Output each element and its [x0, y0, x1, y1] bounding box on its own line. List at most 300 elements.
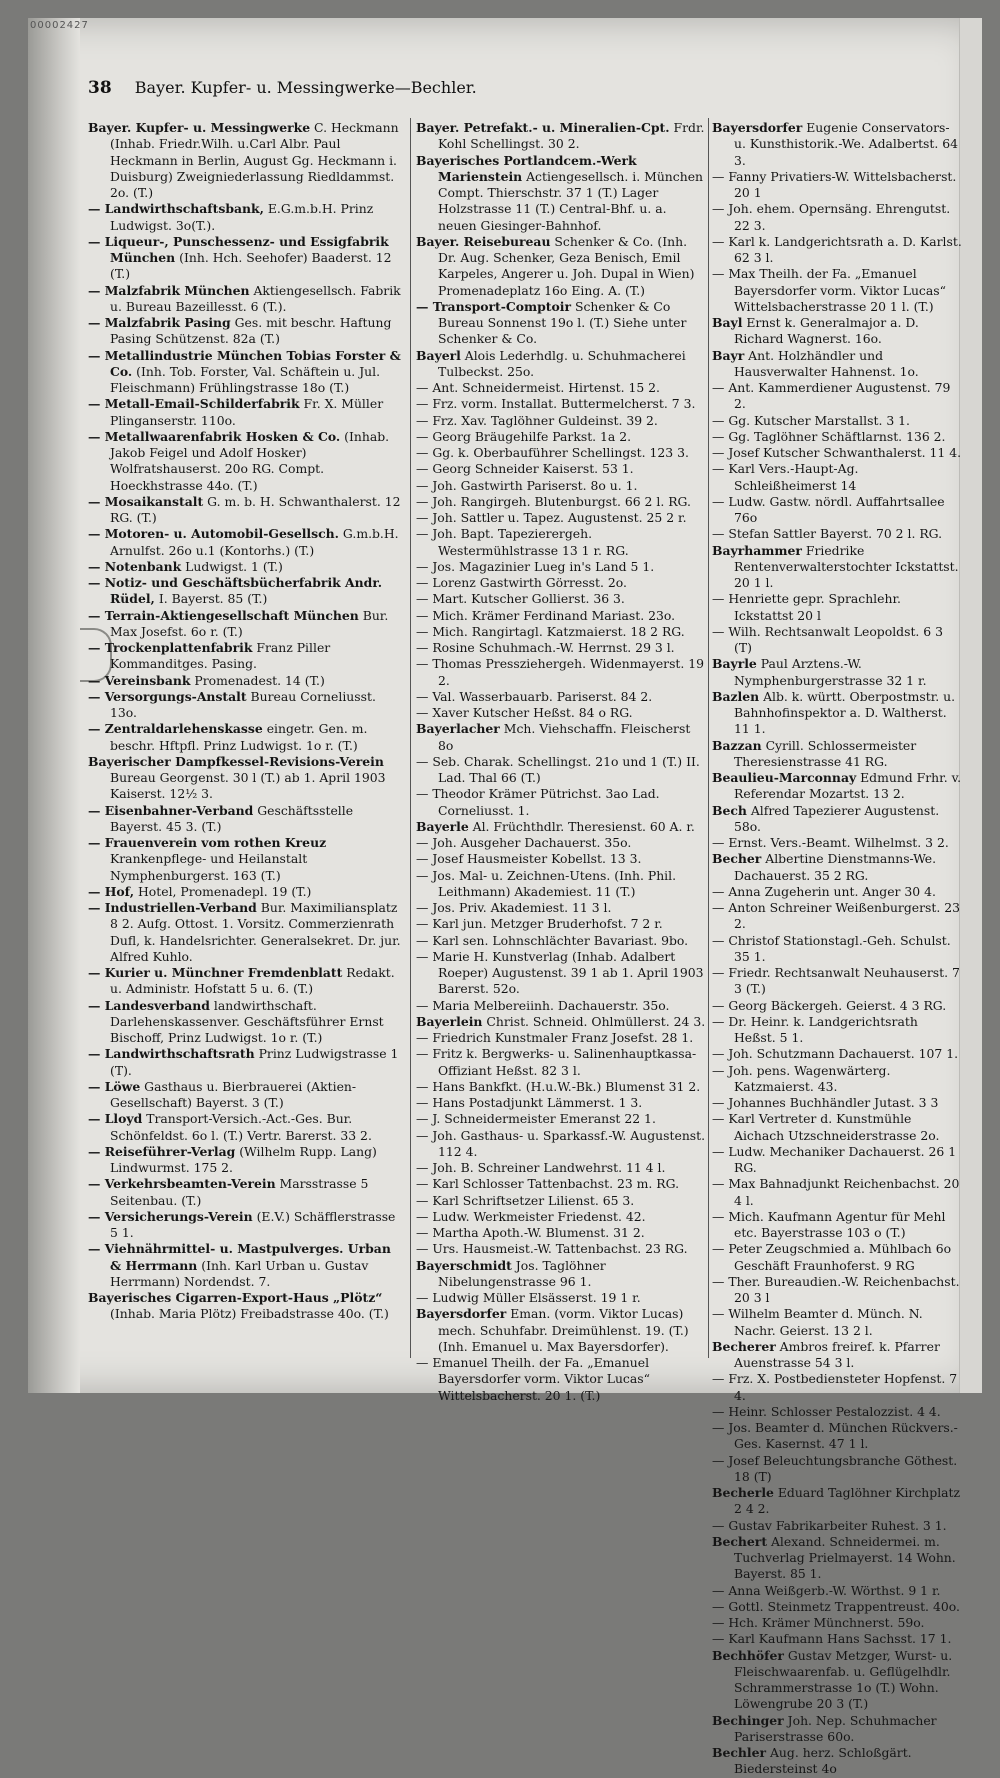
directory-entry [416, 380, 706, 396]
directory-entry [712, 689, 962, 738]
entry-text: — Hch. Krämer Münchnerst. 59o. [712, 1615, 925, 1630]
directory-entry [88, 348, 406, 397]
directory-entry [712, 1420, 962, 1453]
directory-entry [88, 640, 406, 673]
entry-text: Transport-Versich.-Act.-Ges. Bur. Schönfeldst. 6o l. (T.) Vertr. Barerst. 33 2. [110, 1111, 372, 1143]
entry-name: Beaulieu-Marconnay [712, 770, 857, 785]
entry-text: — Maria Melbereiinh. Dachauerstr. 35o. [416, 997, 670, 1013]
entry-text: Prinz Ludwigstrasse 1 (T). [110, 1046, 399, 1078]
directory-entry [88, 1111, 406, 1144]
entry-name: Bazlen [712, 688, 760, 704]
entry-name: — Landwirthschaftsbank, [88, 201, 264, 217]
directory-entry [88, 900, 406, 965]
entry-name: — Motoren- u. Automobil-Gesellsch. [88, 526, 339, 542]
directory-entry [416, 705, 706, 721]
entry-text: — Ludwig Müller Elsässerst. 19 1 r. [416, 1290, 641, 1305]
entry-text: — Stefan Sattler Bayerst. 70 2 l. RG. [712, 526, 943, 542]
directory-entry [712, 234, 962, 267]
directory-entry [712, 624, 962, 657]
entry-text: G. m. b. H. Schwanthalerst. 12 RG. (T.) [110, 493, 401, 525]
entry-name: — Metall-Email-Schilderfabrik [88, 396, 300, 412]
entry-name: Bayrle [712, 656, 757, 672]
entry-text: — Marie H. Kunstverlag (Inhab. Adalbert Roeper) Augustenst. 39 1 ab 1. April 1903 Barerst. 52o. [416, 948, 704, 997]
directory-entry [88, 1176, 406, 1209]
entry-name: — Versicherungs-Verein [88, 1208, 253, 1224]
directory-entry [416, 933, 706, 949]
directory-entry [712, 315, 962, 348]
entry-name: Bechert [712, 1533, 768, 1549]
directory-entry [712, 461, 962, 494]
entry-text: Ant. Holzhändler und Hausverwalter Hahnenst. 1o. [734, 347, 919, 379]
directory-entry [416, 1355, 706, 1404]
entry-text: Hotel, Promenadepl. 19 (T.) [134, 883, 312, 899]
entry-name: Bechler [712, 1745, 767, 1760]
entry-text: landwirthschaft. Darlehenskassenver. Geschäftsführer Ernst Bischoff, Prinz Ludwigst. 1o r. (T.) [110, 997, 384, 1045]
entry-text: — Gustav Fabrikarbeiter Ruhest. 3 1. [712, 1517, 947, 1533]
entry-text: — Ernst. Vers.-Beamt. Wilhelmst. 3 2. [712, 835, 949, 850]
entry-text: — Ludw. Mechaniker Dachauerst. 26 1 RG. [712, 1143, 957, 1175]
directory-entry [416, 949, 706, 998]
entry-text: — Frz. vorm. Installat. Buttermelcherst. 7 3. [416, 396, 696, 412]
entry-text: Marsstrasse 5 Seitenbau. (T.) [110, 1176, 369, 1208]
directory-entry [416, 1014, 706, 1030]
entry-name: Bayerlacher [416, 721, 500, 737]
directory-entry [416, 608, 706, 624]
directory-entry [712, 1631, 962, 1647]
entry-text: Geschäftsstelle Bayerst. 45 3. (T.) [110, 802, 354, 834]
directory-entry [416, 689, 706, 705]
directory-entry [88, 429, 406, 494]
entry-text: — Frz. X. Postbediensteter Hopfenst. 7 4. [712, 1371, 958, 1403]
entry-text: (E.V.) Schäfflerstrasse 5 1. [110, 1208, 396, 1240]
entry-text: — Georg Schneider Kaiserst. 53 1. [416, 461, 634, 477]
entry-name: — Metallindustrie München Tobias Forster & Co. [88, 347, 401, 379]
entry-name: Bayrhammer [712, 542, 802, 558]
entry-text: Alfred Tapezierer Augustenst. 58o. [734, 802, 940, 834]
entry-text: — Karl Schriftsetzer Lilienst. 65 3. [416, 1192, 635, 1208]
directory-entry [88, 1241, 406, 1290]
entry-text: — Karl k. Landgerichtsrath a. D. Karlst. 62 3 l. [712, 233, 962, 265]
entry-name: Bayersdorfer [416, 1306, 507, 1322]
directory-entry [712, 1404, 962, 1420]
directory-entry [88, 120, 406, 201]
directory-entry [88, 315, 406, 348]
entry-text: — Dr. Heinr. k. Landgerichtsrath Heßst. 5 1. [712, 1013, 918, 1045]
directory-entry [88, 754, 406, 803]
entry-name: Bayer. Kupfer- u. Messingwerke [88, 120, 311, 135]
entry-text: Ludwigst. 1 (T.) [181, 558, 283, 574]
directory-entry [416, 234, 706, 299]
entry-text: — Frz. Xav. Taglöhner Guldeinst. 39 2. [416, 412, 658, 428]
directory-entry [416, 819, 706, 835]
directory-entry [416, 591, 706, 607]
entry-text: Schenker & Co. (Inh. Dr. Aug. Schenker, Geza Benisch, Emil Karpeles, Angerer u. Joh. Dupal in Wien) Promenadeplatz 16o Eing. A. (T.) [438, 233, 695, 298]
directory-entry [712, 1144, 962, 1177]
entry-text: Gustav Metzger, Wurst- u. Fleischwaarenfab. u. Geflügelhdlr. Schrammerstrasse 1o (T.) Wohn. Löwengrube 20 3 (T.) [734, 1647, 953, 1712]
entry-name: Becherer [712, 1338, 776, 1354]
entry-text: (Inh. Karl Urban u. Gustav Herrmann) Nordendst. 7. [110, 1257, 369, 1289]
entry-name: — Mosaikanstalt [88, 493, 204, 509]
directory-page [28, 18, 982, 1777]
directory-entry [416, 624, 706, 640]
directory-entry [416, 1079, 706, 1095]
directory-entry [416, 461, 706, 477]
directory-entry [88, 884, 406, 900]
page-number: 38 [88, 78, 112, 98]
entry-name: — Landwirthschaftsrath [88, 1046, 255, 1062]
directory-entry [712, 429, 962, 445]
directory-entry [416, 559, 706, 575]
running-title: Bayer. Kupfer- u. Messingwerke—Bechler. [134, 78, 477, 97]
entry-text: — Peter Zeugschmied a. Mühlbach 6o Geschäft Fraunhoferst. 9 RG [712, 1241, 952, 1273]
directory-entry [712, 835, 962, 851]
entry-name: — Viehnährmittel- u. Mastpulverges. Urban & Herrmann [88, 1241, 391, 1273]
entry-text: Joh. Nep. Schuhmacher Pariserstrasse 60o. [734, 1712, 937, 1744]
scan-id: 00002427 [30, 20, 89, 31]
column-rule [410, 118, 411, 1358]
directory-entry [712, 900, 962, 933]
entry-text: G.m.b.H. Arnulfst. 26o u.1 (Kontorhs.) (T.) [110, 526, 399, 558]
directory-entry [416, 445, 706, 461]
entry-text: Edmund Frhr. v. Referendar Mozartst. 13 2. [734, 770, 962, 802]
entry-text: — Josef Hausmeister Kobellst. 13 3. [416, 851, 642, 867]
directory-entry [712, 884, 962, 900]
entry-text: — Georg Bäckergeh. Geierst. 4 3 RG. [712, 997, 947, 1013]
entry-name: — Reiseführer-Verlag [88, 1143, 236, 1159]
column-1 [88, 120, 406, 1360]
entry-text: — Karl Vertreter d. Kunstmühle Aichach Utzschneiderstrasse 2o. [712, 1111, 940, 1143]
directory-entry [712, 965, 962, 998]
entry-name: — Vereinsbank [88, 672, 191, 688]
entry-text: Eduard Taglöhner Kirchplatz 2 4 2. [734, 1485, 961, 1517]
entry-text: — Josef Kutscher Schwanthalerst. 11 4. [712, 445, 962, 460]
entry-text: — Fritz k. Bergwerks- u. Salinenhauptkassa-Offiziant Heßst. 82 3 l. [416, 1046, 697, 1078]
directory-entry [416, 1095, 706, 1111]
entry-text: — Joh. Gastwirth Pariserst. 8o u. 1. [416, 477, 638, 493]
entry-name: Bazzan [712, 737, 762, 753]
directory-entry [416, 1290, 706, 1306]
directory-entry [712, 266, 962, 315]
entry-text: eingetr. Gen. m. beschr. Hftpfl. Prinz Ludwigst. 1o r. (T.) [110, 721, 368, 753]
entry-text: — Urs. Hausmeist.-W. Tattenbachst. 23 RG. [416, 1241, 688, 1257]
directory-entry [416, 868, 706, 901]
directory-entry [416, 754, 706, 787]
directory-entry [416, 1176, 706, 1192]
directory-entry [712, 1583, 962, 1599]
directory-entry [416, 413, 706, 429]
directory-entry [712, 1534, 962, 1583]
entry-name: — Metallwaarenfabrik Hosken & Co. [88, 428, 341, 444]
entry-text: — Fanny Privatiers-W. Wittelsbacherst. 20 1 [712, 168, 957, 200]
entry-text: (Wilhelm Rupp. Lang) Lindwurmst. 175 2. [110, 1143, 377, 1175]
entry-name: Bechhöfer [712, 1647, 784, 1663]
directory-entry [416, 1209, 706, 1225]
entry-name: Bechinger [712, 1712, 784, 1728]
entry-name: Bayr [712, 347, 745, 363]
entry-text: — Joh. Ausgeher Dachauerst. 35o. [416, 835, 632, 850]
directory-entry [416, 851, 706, 867]
entry-name: Bayersdorfer [712, 120, 803, 135]
entry-text: — Joh. Sattler u. Tapez. Augustenst. 25 2 r. [416, 510, 687, 525]
directory-entry [712, 1615, 962, 1631]
directory-entry [88, 283, 406, 316]
entry-text: — Ant. Schneidermeist. Hirtenst. 15 2. [416, 380, 660, 395]
entry-text: E.G.m.b.H. Prinz Ludwigst. 3o(T.). [110, 201, 374, 233]
directory-entry [88, 689, 406, 722]
directory-entry [712, 1063, 962, 1096]
entry-text: — Jos. Beamter d. München Rückvers.-Ges. Kasernst. 47 1 l. [712, 1420, 958, 1452]
directory-entry [712, 1518, 962, 1534]
directory-entry [712, 1241, 962, 1274]
entry-name: — Frauenverein vom rothen Kreuz [88, 835, 327, 850]
entry-name: — Terrain-Aktiengesellschaft München [88, 607, 359, 623]
entry-text: Bur. Max Josefst. 6o r. (T.) [110, 607, 389, 639]
entry-text: Albertine Dienstmanns-We. Dachauerst. 35 2 RG. [734, 851, 937, 883]
directory-entry [712, 803, 962, 836]
entry-name: Bayerisches Portlandcem.-Werk Marienstein [416, 152, 637, 184]
entry-text: — Max Theilh. der Fa. „Emanuel Bayersdorfer vorm. Viktor Lucas“ Wittelsbacherstrasse 20 1 l. (T.) [712, 266, 946, 314]
entry-text: — Wilh. Rechtsanwalt Leopoldst. 6 3 (T) [712, 623, 944, 655]
directory-entry [712, 120, 962, 169]
directory-entry [712, 526, 962, 542]
entry-text: Schenker & Co Bureau Sonnenst 19o l. (T.) Siehe unter Schenker & Co. [438, 298, 687, 347]
entry-text: — Anna Weißgerb.-W. Wörthst. 9 1 r. [712, 1582, 941, 1598]
directory-entry [712, 998, 962, 1014]
directory-entry [416, 494, 706, 510]
entry-text: Al. Früchthdlr. Theresienst. 60 A. r. [468, 818, 695, 834]
entry-text: — Seb. Charak. Schellingst. 21o und 1 (T.) II. Lad. Thal 66 (T.) [416, 753, 700, 785]
entry-text: Alb. k. württ. Oberpostmstr. u. Bahnhofinspektor a. D. Waltherst. 11 1. [734, 688, 956, 737]
directory-entry [88, 526, 406, 559]
entry-text: — Gg. Kutscher Marstallst. 3 1. [712, 412, 910, 428]
entry-text: — Theodor Krämer Pütrichst. 3ao Lad. Corneliusst. 1. [416, 786, 660, 818]
entry-name: — Eisenbahner-Verband [88, 802, 254, 818]
directory-entry [88, 998, 406, 1047]
directory-entry [712, 1095, 962, 1111]
entry-text: — Joh. ehem. Opernsäng. Ehrengutst. 22 3. [712, 201, 951, 233]
directory-entry [712, 348, 962, 381]
entry-text: — Anna Zugeherin unt. Anger 30 4. [712, 883, 936, 899]
entry-text: — J. Schneidermeister Emeranst 22 1. [416, 1111, 656, 1127]
entry-text: Gasthaus u. Bierbrauerei (Aktien-Gesellschaft) Bayerst. 3 (T.) [110, 1078, 357, 1110]
directory-entry [416, 786, 706, 819]
directory-entry [416, 1046, 706, 1079]
entry-text: Redakt. u. Administr. Hofstatt 5 u. 6. (T.) [110, 965, 395, 997]
entry-text: Ges. mit beschr. Haftung Pasing Schützenst. 82a (T.) [110, 315, 392, 347]
entry-name: — Verkehrsbeamten-Verein [88, 1176, 276, 1192]
directory-entry [416, 640, 706, 656]
directory-entry [416, 1111, 706, 1127]
directory-entry [712, 543, 962, 592]
entry-text: — Josef Beleuchtungsbranche Göthest. 18 (T) [712, 1452, 958, 1484]
directory-entry [88, 575, 406, 608]
directory-entry [88, 234, 406, 283]
entry-text: — Christof Stationstagl.-Geh. Schulst. 35 1. [712, 932, 951, 964]
entry-text: Cyrill. Schlossermeister Theresienstrasse 41 RG. [734, 737, 917, 769]
directory-entry [712, 591, 962, 624]
entry-text: — Karl Schlosser Tattenbachst. 23 m. RG. [416, 1176, 680, 1192]
entry-text: — Friedrich Kunstmaler Franz Josefst. 28 1. [416, 1030, 694, 1045]
entry-text: — Joh. pens. Wagenwärterg. Katzmaierst. 43. [712, 1062, 891, 1094]
directory-entry [88, 1209, 406, 1242]
directory-entry [712, 169, 962, 202]
entry-text: — Mart. Kutscher Gollierst. 36 3. [416, 591, 625, 607]
directory-entry [416, 1030, 706, 1046]
directory-entry [416, 1241, 706, 1257]
directory-entry [712, 1371, 962, 1404]
entry-text: — Wilhelm Beamter d. Münch. N. Nachr. Geierst. 13 2 l. [712, 1306, 923, 1338]
directory-entry [88, 608, 406, 641]
directory-entry [416, 153, 706, 234]
entry-text: — Mich. Rangirtagl. Katzmaierst. 18 2 RG. [416, 623, 685, 639]
entry-name: Bayerisches Cigarren-Export-Haus „Plötz“ [88, 1290, 383, 1305]
entry-text: — Mich. Kaufmann Agentur für Mehl etc. Bayerstrasse 103 o (T.) [712, 1208, 946, 1240]
entry-text: — Heinr. Schlosser Pestalozzist. 4 4. [712, 1403, 941, 1419]
entry-name: — Kurier u. Münchner Fremdenblatt [88, 965, 343, 980]
entry-text: Ambros freiref. k. Pfarrer Auenstrasse 54 3 l. [734, 1338, 940, 1370]
entry-text: Friedrike Rentenverwalterstochter Ickstattst. 20 1 l. [734, 542, 959, 590]
entry-name: — Versorgungs-Anstalt [88, 688, 247, 704]
entry-text: — Max Bahnadjunkt Reichenbachst. 20 4 l. [712, 1176, 960, 1208]
entry-name: Becherle [712, 1485, 774, 1500]
directory-entry [712, 1014, 962, 1047]
directory-entry [712, 1453, 962, 1486]
entry-text: — Ant. Kammerdiener Augustenst. 79 2. [712, 380, 951, 412]
entry-name: — Landesverband [88, 997, 210, 1013]
entry-text: (Inh. Tob. Forster, Val. Schäftein u. Jul. Fleischmann) Frühlingstrasse 18o (T.) [110, 363, 381, 395]
directory-entry [712, 1209, 962, 1242]
directory-entry [712, 851, 962, 884]
entry-text: — Jos. Magazinier Lueg in's Land 5 1. [416, 558, 655, 574]
entry-text: — Gottl. Steinmetz Trappentreust. 40o. [712, 1598, 960, 1614]
entry-text: Promenadest. 14 (T.) [190, 672, 325, 688]
directory-entry [88, 965, 406, 998]
directory-entry [712, 1485, 962, 1518]
directory-entry [88, 494, 406, 527]
directory-entry [416, 656, 706, 689]
entry-name: — Malzfabrik München [88, 282, 250, 298]
entry-text: — Martha Apoth.-W. Blumenst. 31 2. [416, 1225, 645, 1240]
entry-text: (Inh. Hch. Seehofer) Baaderst. 12 (T.) [110, 250, 392, 282]
directory-entry [712, 1111, 962, 1144]
entry-text: — Mich. Krämer Ferdinand Mariast. 23o. [416, 607, 676, 623]
entry-text: Alois Lederhdlg. u. Schuhmacherei Tulbeckst. 25o. [438, 347, 686, 379]
entry-name: Bayerischer Dampfkessel-Revisions-Verein [88, 753, 384, 769]
thumb-index-edge [959, 18, 982, 1393]
entry-name: — Industriellen-Verband [88, 900, 257, 915]
entry-name: Bayl [712, 315, 743, 330]
entry-text: Mch. Viehschaffn. Fleischerst 8o [438, 721, 691, 753]
running-header [88, 78, 958, 108]
entry-text: — Joh. Gasthaus- u. Sparkassf.-W. Augustenst. 112 4. [416, 1127, 706, 1159]
entry-text: — Hans Postadjunkt Lämmerst. 1 3. [416, 1095, 643, 1110]
directory-entry [416, 1306, 706, 1355]
entry-text: — Ludw. Gastw. nördl. Auffahrtsallee 76o [712, 493, 945, 525]
entry-text: Bur. Maximiliansplatz 8 2. Aufg. Ottost. 1. Vorsitz. Commerzienrath Dufl, k. Handelsrichter. Generalsekret. Dr. jur. Alfred Kuhlo. [110, 900, 401, 964]
directory-entry [416, 120, 706, 153]
directory-entry [88, 721, 406, 754]
entry-name: — Malzfabrik Pasing [88, 315, 231, 330]
directory-entry [712, 445, 962, 461]
directory-entry [88, 201, 406, 234]
entry-text: — Friedr. Rechtsanwalt Neuhauserst. 7 3 (T.) [712, 965, 960, 997]
entry-text: — Val. Wasserbauarb. Pariserst. 84 2. [416, 688, 653, 704]
directory-entry [416, 348, 706, 381]
entry-name: Bayerl [416, 347, 461, 363]
entry-text: — Emanuel Theilh. der Fa. „Emanuel Bayersdorfer vorm. Viktor Lucas“ Wittelsbacherst. 20 1. (T.) [416, 1355, 650, 1403]
directory-entry [88, 835, 406, 884]
entry-text: — Ther. Bureaudien.-W. Reichenbachst. 20 3 l [712, 1273, 960, 1305]
directory-entry [416, 1160, 706, 1176]
directory-entry [416, 1225, 706, 1241]
directory-entry [88, 1079, 406, 1112]
directory-entry [712, 1745, 962, 1778]
column-3 [712, 120, 962, 1777]
directory-entry [712, 1176, 962, 1209]
directory-entry [416, 835, 706, 851]
entry-name: — Liqueur-, Punschessenz- und Essigfabrik München [88, 233, 389, 265]
entry-text: I. Bayerst. 85 (T.) [154, 591, 268, 607]
entry-name: Bayer. Petrefakt.- u. Mineralien-Cpt. [416, 120, 670, 135]
directory-entry [712, 380, 962, 413]
directory-entry [88, 1046, 406, 1079]
directory-entry [416, 1193, 706, 1209]
directory-entry [712, 201, 962, 234]
directory-entry [712, 738, 962, 771]
entry-text: Jos. Taglöhner Nibelungenstrasse 96 1. [438, 1257, 606, 1289]
directory-entry [88, 1144, 406, 1177]
directory-entry [416, 478, 706, 494]
entry-text: Franz Piller Kommanditges. Pasing. [110, 640, 331, 672]
entry-name: Becher [712, 851, 762, 867]
directory-entry [712, 494, 962, 527]
entry-text: — Karl sen. Lohnschlächter Bavariast. 9bo. [416, 932, 689, 948]
book-binding [28, 18, 80, 1393]
directory-entry [416, 396, 706, 412]
directory-entry [712, 1306, 962, 1339]
entry-name: — Trockenplattenfabrik [88, 640, 253, 655]
entry-text: — Gg. Taglöhner Schäftlarnst. 136 2. [712, 428, 946, 444]
directory-entry [712, 1046, 962, 1062]
entry-text: — Jos. Mal- u. Zeichnen-Utens. (Inh. Phil. Leithmann) Akademiest. 11 (T.) [416, 867, 677, 899]
entry-text: Aktiengesellsch. Fabrik u. Bureau Bazeillesst. 6 (T.). [110, 282, 401, 314]
entry-text: Fr. X. Müller Plinganserstr. 110o. [110, 396, 384, 428]
entry-name: Bayer. Reisebureau [416, 233, 551, 249]
directory-entry [416, 299, 706, 348]
entry-text: — Lorenz Gastwirth Görresst. 2o. [416, 575, 627, 590]
directory-entry [712, 656, 962, 689]
entry-text: — Hans Bankfkt. (H.u.W.-Bk.) Blumenst 31 2. [416, 1078, 701, 1094]
entry-text: — Xaver Kutscher Heßst. 84 o RG. [416, 705, 633, 720]
directory-entry [712, 933, 962, 966]
entry-text: — Jos. Priv. Akademiest. 11 3 l. [416, 900, 612, 915]
entry-text: Eugenie Conservators- u. Kunsthistorik.-We. Adalbertst. 64 3. [734, 120, 959, 168]
entry-text: — Karl jun. Metzger Bruderhofst. 7 2 r. [416, 916, 663, 932]
entry-text: Bureau Corneliusst. 13o. [110, 688, 376, 720]
entry-text: — Joh. Rangirgeh. Blutenburgst. 66 2 l. RG. [416, 493, 691, 509]
entry-text: — Anton Schreiner Weißenburgerst. 23 2. [712, 900, 961, 932]
entry-text: — Karl Kaufmann Hans Sachsst. 17 1. [712, 1631, 952, 1647]
directory-entry [712, 413, 962, 429]
entry-name: Bech [712, 802, 747, 818]
entry-text: Bureau Georgenst. 30 l (T.) ab 1. April 1903 Kaiserst. 12½ 3. [110, 770, 386, 802]
directory-entry [88, 1290, 406, 1323]
entry-name: Bayerle [416, 818, 469, 834]
entry-text: Christ. Schneid. Ohlmüllerst. 24 3. [482, 1013, 706, 1029]
entry-text: Krankenpflege- und Heilanstalt Nymphenburgerst. 163 (T.) [110, 851, 308, 883]
entry-text: Aug. herz. Schloßgärt. Biedersteinst 4o [734, 1745, 912, 1777]
entry-text: — Rosine Schuhmach.-W. Herrnst. 29 3 l. [416, 640, 675, 655]
